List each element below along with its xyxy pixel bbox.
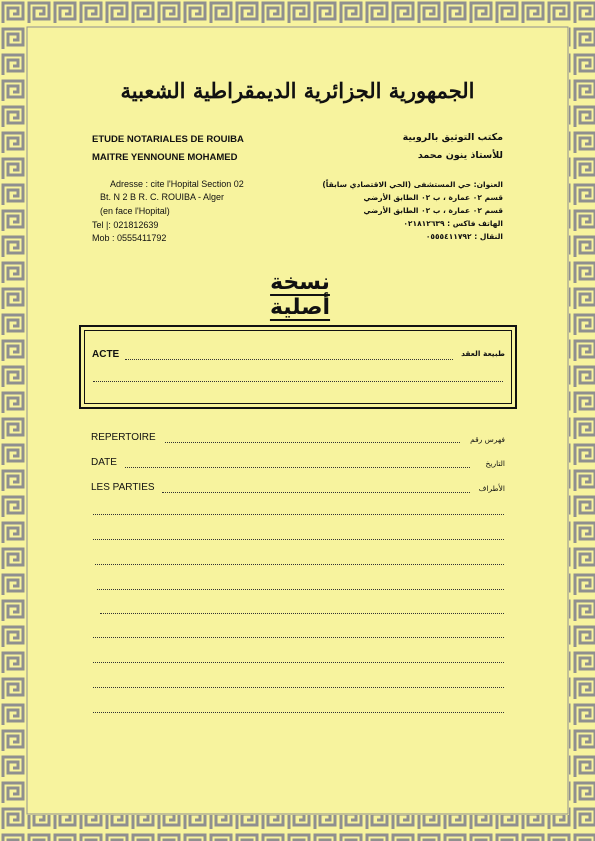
act-dotted-line-2[interactable] [93, 381, 503, 382]
act-dotted-line-1[interactable] [125, 359, 453, 360]
date-label-ar: التاريخ [485, 459, 505, 468]
parties-line-7[interactable] [93, 662, 504, 663]
notary-name-fr: MAITRE YENNOUNE MOHAMED [92, 152, 238, 163]
parties-line-4[interactable] [97, 589, 504, 590]
parties-line-6[interactable] [93, 637, 504, 638]
parties-dotted-line[interactable] [162, 492, 470, 493]
document-copy-title: نسخة أصلية [269, 270, 331, 320]
office-name-fr: ETUDE NOTARIALES DE ROUIBA [92, 134, 244, 145]
parties-line-1[interactable] [93, 514, 504, 515]
act-box-inner [84, 330, 512, 404]
address-ar-line1: العنوان: حي المستشفى (الحي الاقتصادي سابقاً) [322, 180, 503, 189]
address-ar-line2: قسم ٠٢ عمارة ، ب ٠٢ الطابق الأرضي [363, 193, 503, 202]
address-ar-mob: النقال : ٠٥٥٥٤١١٧٩٢ [425, 232, 503, 241]
address-fr-line1: Adresse : cite l'Hopital Section 02 [110, 179, 244, 189]
repertoire-label-fr: REPERTOIRE [91, 432, 156, 443]
act-label-fr: ACTE [92, 349, 120, 360]
date-dotted-line[interactable] [125, 467, 470, 468]
parties-line-3[interactable] [95, 564, 504, 565]
parties-line-2[interactable] [93, 539, 504, 540]
act-box [79, 325, 517, 409]
address-fr-line3: (en face l'Hopital) [100, 206, 170, 216]
parties-line-8[interactable] [93, 687, 504, 688]
date-label-fr: DATE [91, 457, 117, 468]
act-label-ar: طبيعة العقد [461, 349, 505, 358]
repertoire-dotted-line[interactable] [165, 442, 460, 443]
parties-line-5[interactable] [100, 613, 504, 614]
parties-line-9[interactable] [93, 712, 504, 713]
republic-title: الجمهورية الجزائرية الديمقراطية الشعبية [120, 78, 475, 103]
repertoire-label-ar: فهرس رقم [470, 435, 505, 444]
address-fr-mob: Mob : 0555411792 [92, 233, 167, 243]
office-name-ar: مكتب التوثيق بالروبية [402, 132, 503, 143]
address-ar-fax: الهاتف فاكس : ٠٢١٨١٢٦٣٩ [403, 219, 503, 228]
address-fr-line2: Bt. N 2 B R. C. ROUIBA - Alger [100, 192, 225, 202]
notary-name-ar: للأستاذ ينون محمد [417, 150, 503, 161]
address-fr-tel: Tel |: 021812639 [92, 220, 159, 230]
parties-label-ar: الأطراف [478, 484, 505, 493]
parties-label-fr: LES PARTIES [91, 482, 155, 493]
address-ar-line3: قسم ٠٢ عمارة ، ب ٠٢ الطابق الأرضي [363, 206, 503, 215]
